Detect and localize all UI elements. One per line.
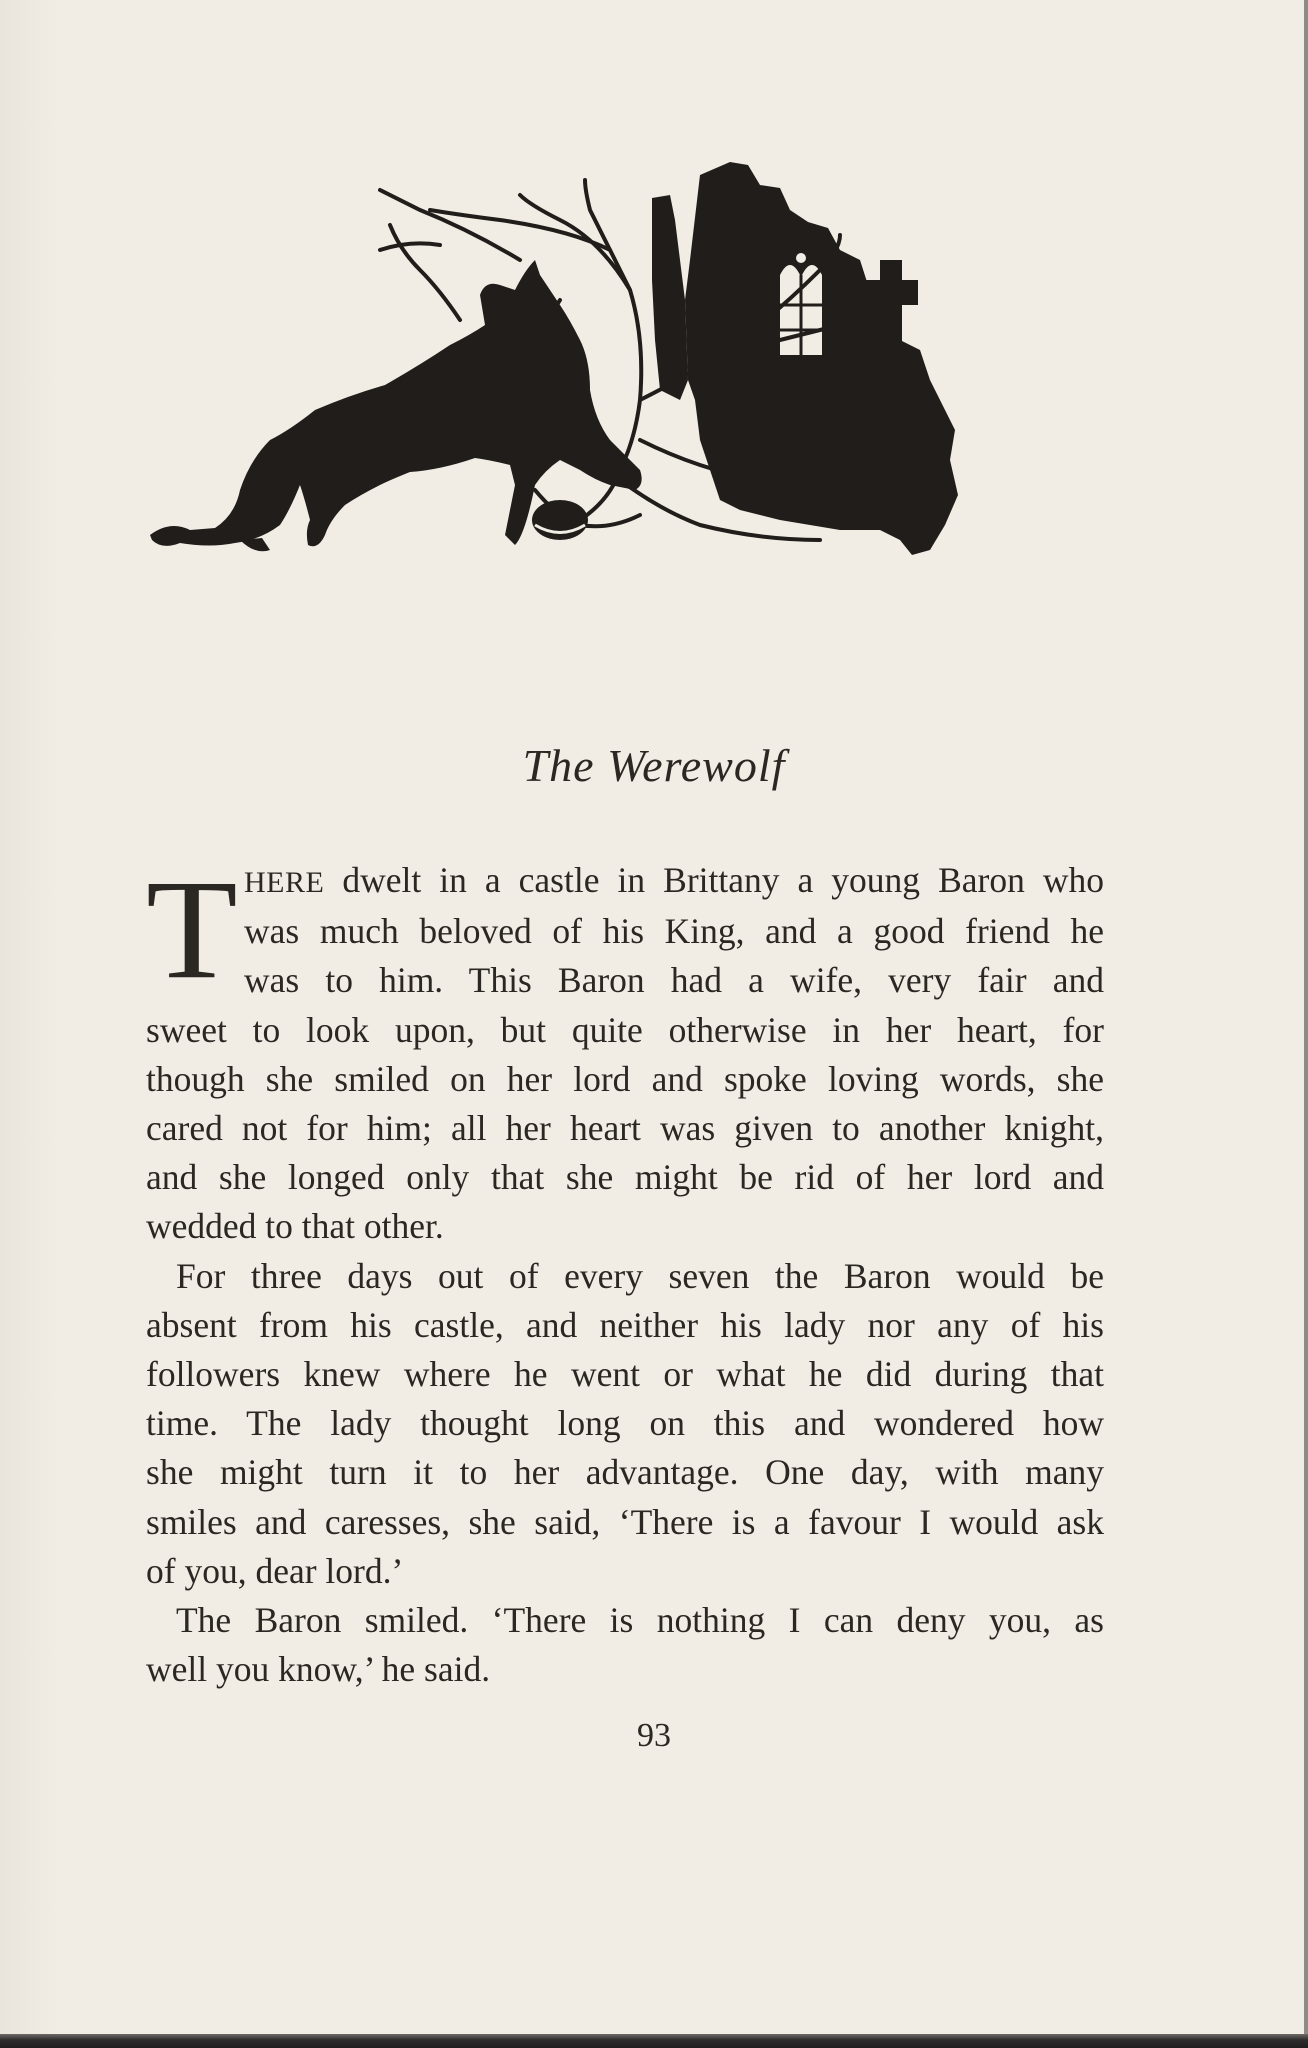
body-text [146, 850, 1104, 1694]
gothic-window [780, 265, 800, 355]
text-line: The Baron smiled. ‘There is nothing I can deny you, as [176, 1600, 1104, 1641]
text-line: time. The lady thought long on this and wondered how [146, 1403, 1104, 1444]
paragraph-2 [146, 1252, 1104, 1596]
lead-smallcaps: HERE [244, 866, 325, 899]
chapter-title: The Werewolf [522, 740, 786, 791]
text-line: of you, dear lord.’ [146, 1550, 404, 1591]
helmet-on-ground [532, 500, 588, 540]
text-line: though she smiled on her lord and spoke loving words, she [146, 1058, 1104, 1099]
drop-cap: T [146, 850, 238, 1009]
page-number: 93 [637, 1717, 671, 1754]
text-line: and she longed only that she might be rid of her lord and [146, 1157, 1104, 1198]
werewolf-illustration [140, 140, 1120, 660]
text-line: sweet to look upon, but quite otherwise in her heart, for [146, 1009, 1104, 1050]
text-line: she might turn it to her advantage. One day, with many [146, 1452, 1104, 1493]
paragraph-3 [146, 1596, 1104, 1694]
text-line: wedded to that other. [146, 1206, 444, 1247]
text-line: cared not for him; all her heart was given to another knight, [146, 1108, 1104, 1149]
paragraph-1 [146, 850, 1104, 1252]
text-line: HERE dwelt in a castle in Brittany a young Baron who [244, 860, 1104, 900]
text-line: was much beloved of his King, and a good friend he [244, 911, 1104, 952]
text-line: For three days out of every seven the Baron would be [176, 1255, 1104, 1296]
text-line: followers knew where he went or what he did during that [146, 1354, 1104, 1395]
text-line: well you know,’ he said. [146, 1649, 491, 1690]
text-line: was to him. This Baron had a wife, very fair and [244, 960, 1104, 1001]
text-line: smiles and caresses, she said, ‘There is a favour I would ask [146, 1501, 1104, 1542]
text-line: absent from his castle, and neither his lady nor any of his [146, 1304, 1104, 1345]
scan-edge-bottom [0, 2034, 1308, 2048]
